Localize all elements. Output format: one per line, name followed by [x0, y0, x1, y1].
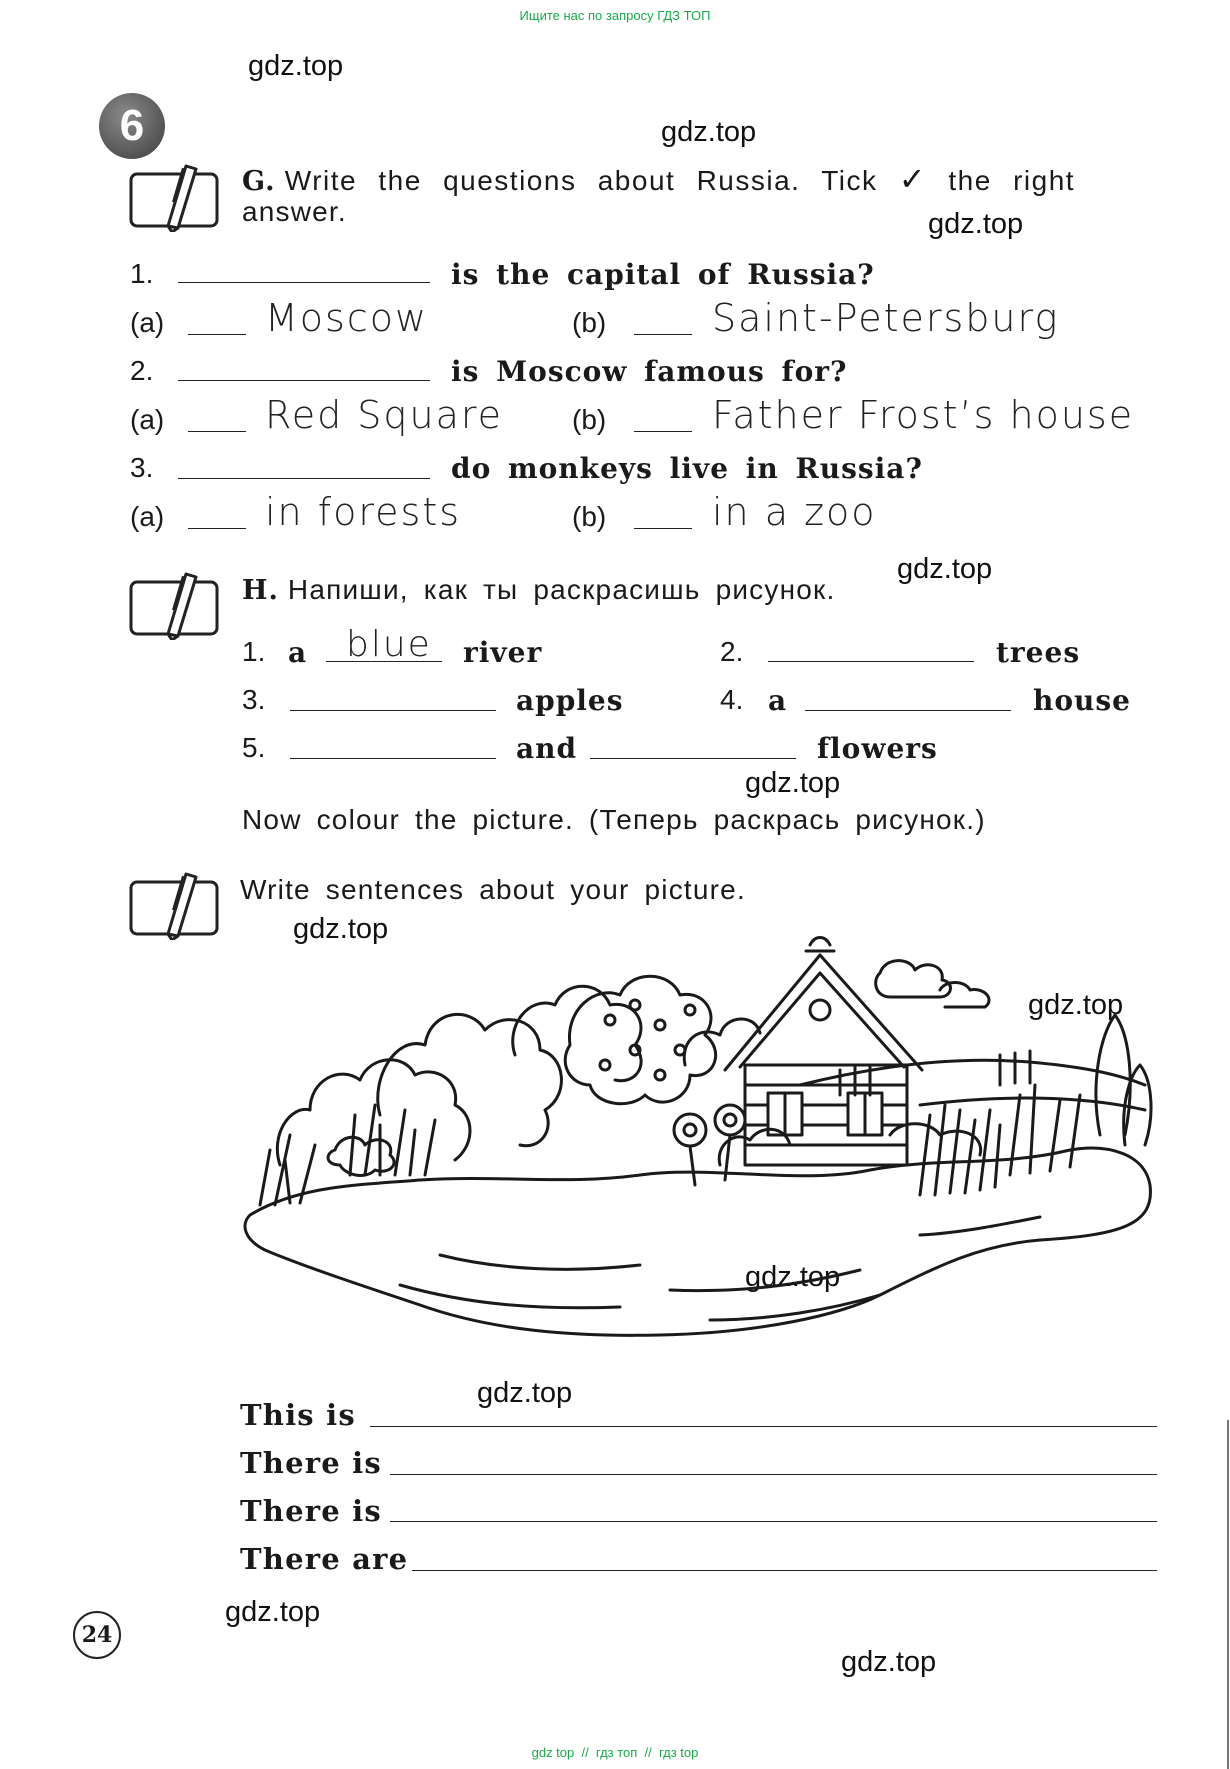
watermark: gdz.top: [841, 1646, 937, 1678]
option-answer: Moscow: [265, 296, 429, 340]
task-g-instruction-end: the right: [948, 165, 1076, 196]
option-label: (b): [572, 307, 607, 338]
watermark: gdz.top: [293, 913, 389, 945]
task-g-instruction: [242, 160, 1075, 198]
question-number: 1.: [130, 258, 154, 289]
task-g-instruction-text: Write the questions about Russia. Tick: [284, 165, 878, 196]
colour-line[interactable]: [805, 710, 1011, 711]
sentence-prompt: There are: [240, 1542, 409, 1576]
tick-line[interactable]: [188, 431, 246, 432]
tree: [513, 986, 641, 1081]
page-number-badge: [73, 1611, 121, 1659]
item-number: 2.: [720, 636, 744, 667]
option-label: (b): [572, 501, 607, 532]
sentence-line[interactable]: [412, 1570, 1157, 1571]
noun: flowers: [817, 732, 938, 765]
tick-mark: ✓: [898, 161, 928, 197]
tick-line[interactable]: [634, 528, 692, 529]
question-number: 3.: [130, 452, 154, 483]
answer-line[interactable]: [178, 380, 430, 381]
task-g-letter: G.: [242, 166, 276, 197]
write-instruction: Write sentences about your picture.: [240, 874, 746, 905]
colour-line[interactable]: [290, 758, 496, 759]
option-label: (a): [130, 501, 165, 532]
question-text: is Moscow famous for?: [451, 355, 848, 388]
bush: [890, 1124, 981, 1155]
header-link[interactable]: Ищите нас по запросу ГДЗ ТОП: [519, 8, 711, 23]
question-text: is the capital of Russia?: [451, 258, 875, 291]
watermark: gdz.top: [897, 553, 993, 585]
watermark: gdz.top: [248, 50, 344, 82]
sentence-prompt: There is: [240, 1446, 382, 1480]
pencil-notebook-icon: [128, 160, 220, 232]
sentence-line[interactable]: [390, 1474, 1157, 1475]
pencil-notebook-icon: [128, 868, 220, 940]
item-number: 5.: [242, 732, 266, 763]
option-label: (a): [130, 404, 165, 435]
noun: house: [1033, 684, 1131, 717]
cloud: [876, 961, 951, 997]
watermark: gdz.top: [745, 1261, 841, 1293]
watermark: gdz.top: [477, 1377, 573, 1409]
answer-line[interactable]: [178, 478, 430, 479]
option-answer: Father Frost’s house: [712, 393, 1135, 437]
flower: [674, 1114, 706, 1146]
article: a: [768, 684, 788, 717]
leafy-plant: [328, 1137, 394, 1175]
sentence-prompt: There is: [240, 1494, 382, 1528]
noun: apples: [516, 684, 624, 717]
option-answer: Saint-Petersburg: [712, 296, 1060, 340]
item-number: 4.: [720, 684, 744, 715]
watermark: gdz.top: [745, 767, 841, 799]
colour-answer: blue: [346, 624, 432, 665]
watermark: gdz.top: [661, 116, 757, 148]
tick-line[interactable]: [634, 334, 692, 335]
footer-links[interactable]: gdz top // гдз топ // гдз top: [531, 1745, 699, 1760]
colour-line[interactable]: [290, 710, 496, 711]
colour-line[interactable]: [590, 758, 796, 759]
sentence-prompt: This is: [240, 1398, 356, 1432]
pencil-notebook-icon: [128, 568, 220, 640]
option-answer: Red Square: [265, 393, 504, 437]
conjunction: and: [516, 732, 578, 765]
watermark: gdz.top: [928, 208, 1024, 240]
watermark: gdz.top: [225, 1596, 321, 1628]
option-label: (a): [130, 307, 165, 338]
option-answer: in a zoo: [712, 490, 877, 534]
unit-badge: [99, 93, 165, 159]
noun: trees: [996, 636, 1081, 669]
sentence-line[interactable]: [370, 1426, 1157, 1427]
sentence-line[interactable]: [390, 1521, 1157, 1522]
flower: [715, 1105, 745, 1135]
unit-number: 6: [119, 101, 145, 150]
article: a: [288, 636, 308, 669]
page-edge: [1227, 1420, 1229, 1769]
tick-line[interactable]: [634, 431, 692, 432]
watermark: gdz.top: [1028, 989, 1124, 1021]
option-answer: in forests: [265, 490, 462, 534]
task-h-letter: H.: [242, 575, 279, 606]
apple-tree: [565, 976, 715, 1103]
option-label: (b): [572, 404, 607, 435]
noun: river: [463, 636, 543, 669]
item-number: 1.: [242, 636, 266, 667]
colour-line[interactable]: [768, 661, 974, 662]
landscape-picture[interactable]: [240, 935, 1160, 1355]
question-text: do monkeys live in Russia?: [451, 452, 923, 485]
tick-line[interactable]: [188, 334, 246, 335]
task-h-instruction-text: Напиши, как ты раскрасишь рисунок.: [287, 574, 836, 605]
question-number: 2.: [130, 355, 154, 386]
tick-line[interactable]: [188, 528, 246, 529]
page-number: 24: [81, 1622, 113, 1648]
task-h-instruction: [242, 574, 835, 606]
task-g-instruction-line2: answer.: [242, 196, 347, 227]
answer-line[interactable]: [178, 282, 430, 283]
item-number: 3.: [242, 684, 266, 715]
colour-instruction: Now colour the picture. (Теперь раскрась рисунок.): [242, 804, 986, 835]
